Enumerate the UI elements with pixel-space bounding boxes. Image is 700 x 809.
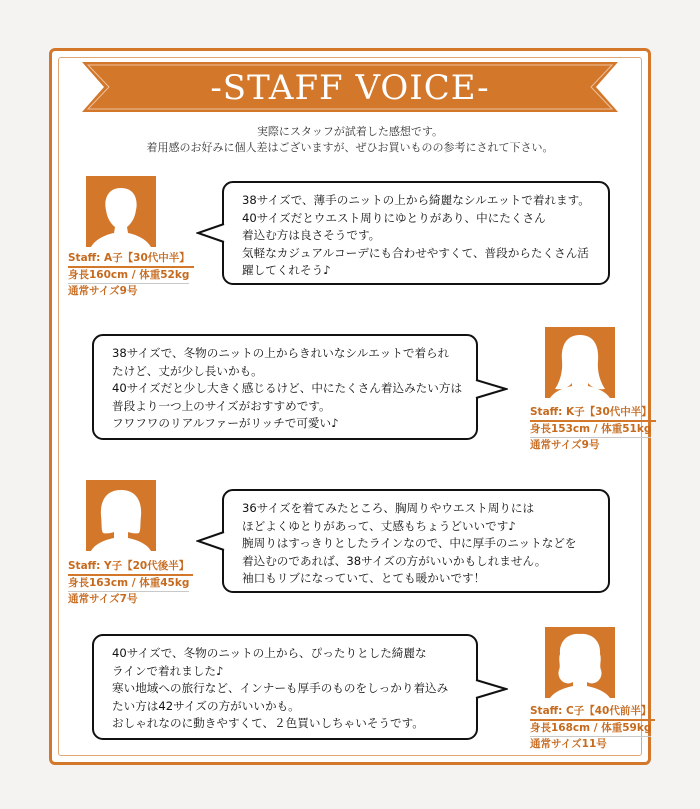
staff-usual-size: 通常サイズ9号 [530, 439, 600, 451]
comment-line: 40サイズだとウエスト周りにゆとりがあり、中にたくさん [242, 210, 546, 225]
comment-line: 気軽なカジュアルコーデにも合わせやすくて、普段からたくさん活 [242, 245, 589, 260]
comment-line: 40サイズで、冬物のニットの上から、ぴったりとした綺麗な [112, 646, 427, 660]
female-long-hair-silhouette-icon [545, 327, 615, 398]
female-wavy-hair-silhouette-icon [545, 627, 615, 698]
comment-line: おしゃれなのに動きやすくて、２色買いしちゃいそうです。 [112, 716, 424, 730]
comment-line: 38サイズで、薄手のニットの上から綺麗なシルエットで着れます。 [242, 193, 590, 207]
staff-measurements: 身長168cm / 体重59kg [530, 721, 651, 737]
staff-name: Staff: K子【30代中半】 [530, 405, 656, 422]
staff-name: Staff: A子【30代中半】 [68, 251, 194, 268]
comment-line: 36サイズを着てみたところ、胸周りやウエスト周りには [242, 501, 535, 515]
comment-line: 40サイズだと少し大きく感じるけど、中にたくさん着込みたい方は [112, 381, 463, 395]
female-short-hair-silhouette-icon [86, 176, 156, 247]
comment-bubble-y [222, 489, 610, 593]
staff-info-c [530, 704, 655, 752]
speech-bubble-tail [196, 222, 226, 244]
comment-line: 躍してくれそう♪ [242, 263, 331, 277]
comment-line: たけど、丈が少し長いかも。 [112, 363, 263, 378]
female-bob-hair-silhouette-icon [86, 480, 156, 551]
speech-bubble-tail [196, 530, 226, 552]
comment-line: フワフワのリアルファーがリッチで可愛い♪ [112, 416, 339, 430]
comment-line: 寒い地域への旅行など、インナーも厚手のものをしっかり着込み [112, 681, 449, 695]
comment-line: 着込む方は良さそうです。 [242, 228, 381, 242]
staff-measurements: 身長153cm / 体重51kg [530, 422, 651, 438]
comment-bubble-c [92, 634, 478, 740]
staff-info-k [530, 405, 656, 453]
comment-line: 着込むのであれば、38サイズの方がいいかもしれません。 [242, 553, 547, 568]
intro-line-1: 実際にスタッフが試着した感想です。 [256, 125, 444, 138]
comment-bubble-a [222, 181, 610, 285]
staff-usual-size: 通常サイズ7号 [68, 593, 138, 605]
page-title: -STAFF VOICE- [210, 68, 490, 108]
speech-bubble-tail [474, 678, 508, 700]
staff-name: Staff: Y子【20代後半】 [68, 559, 193, 576]
staff-info-y [68, 559, 193, 607]
staff-usual-size: 通常サイズ11号 [530, 738, 607, 750]
staff-usual-size: 通常サイズ9号 [68, 285, 138, 297]
comment-line: 38サイズで、冬物のニットの上からきれいなシルエットで着られ [112, 346, 450, 360]
comment-bubble-k [92, 334, 478, 440]
speech-bubble-tail [474, 378, 508, 400]
staff-measurements: 身長160cm / 体重52kg [68, 268, 189, 284]
comment-line: 普段より一つ上のサイズがおすすめです。 [112, 398, 331, 413]
staff-name: Staff: C子【40代前半】 [530, 704, 655, 721]
staff-measurements: 身長163cm / 体重45kg [68, 576, 189, 592]
intro-line-2: 着用感のお好みに個人差はございますが、ぜひお買いものの参考にされて下さい。 [146, 141, 554, 154]
comment-line: 袖口もリブになっていて、とても暖かいです！ [242, 571, 486, 585]
comment-line: ラインで着れました♪ [112, 663, 224, 678]
comment-line: たい方は42サイズの方がいいかも。 [112, 698, 300, 713]
staff-info-a [68, 251, 194, 299]
comment-line: 腕周りはすっきりとしたラインなので、中に厚手のニットなどを [242, 536, 577, 550]
comment-line: ほどよくゆとりがあって、丈感もちょうどいいです♪ [242, 518, 516, 533]
